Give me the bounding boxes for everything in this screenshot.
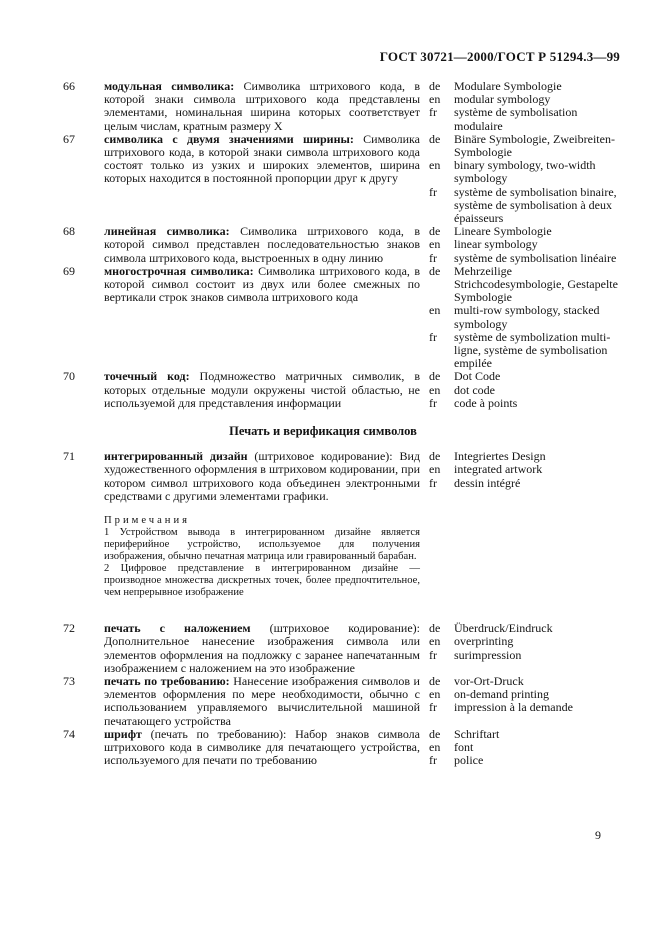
document-title: ГОСТ 30721—2000/ГОСТ Р 51294.3—99	[379, 49, 620, 64]
term-definition-block	[104, 370, 420, 410]
term-label: печать с наложением	[104, 621, 251, 636]
term-number: 72	[63, 621, 75, 636]
term-entry	[63, 80, 620, 133]
language-code: de	[429, 621, 441, 636]
language-code: en	[429, 92, 441, 107]
term-entry	[63, 265, 620, 371]
language-code: de	[429, 673, 441, 688]
page-number: 9	[595, 828, 601, 842]
term-number: 74	[63, 726, 75, 741]
language-code: en	[429, 634, 441, 649]
notes-block	[104, 515, 420, 599]
translation-text: binary symbology, two-width symbology	[454, 158, 596, 186]
translations-column	[429, 225, 620, 265]
term-entry	[63, 675, 620, 728]
language-code: fr	[429, 329, 437, 344]
translation-text: linear symbology	[454, 237, 538, 252]
translations-column	[429, 622, 620, 662]
definition-text: Символика штрихового кода, в которой знаки символа штрихового кода состоят только из узких и широких элементов, ширина которых находится в постоянной пропорции друг к другу	[104, 131, 420, 186]
language-code: fr	[429, 250, 437, 265]
translation-text: code à points	[454, 395, 518, 410]
term-definition-block	[104, 450, 420, 622]
language-code: en	[429, 687, 441, 702]
term-entry	[63, 133, 620, 225]
definition-text: Подмножество матричных символик, в которых отдельные модули окружены чистой областью, не используемой для представления информации	[104, 369, 420, 410]
term-qualifier: (печать по требованию):	[141, 726, 287, 741]
language-code: fr	[429, 105, 437, 120]
translations-column	[429, 370, 620, 410]
term-definition-block	[104, 675, 420, 728]
section-heading: Печать и верификация символов	[229, 424, 417, 439]
definition-text: Дополнительное нанесение изображения символа или элементов оформления на подложку с заранее напечатанным изображением с наложением на это изображение	[104, 634, 420, 675]
term-label: интегрированный дизайн	[104, 449, 248, 464]
term-entry	[63, 622, 620, 675]
term-definition-block	[104, 80, 420, 133]
term-number: 69	[63, 263, 75, 278]
term-number: 68	[63, 224, 75, 239]
term-definition-block	[104, 225, 420, 265]
translation-text: Integriertes Design	[454, 449, 546, 464]
translation-text: système de symbolisation linéaire	[454, 250, 617, 265]
translation-text: on-demand printing	[454, 687, 549, 702]
translation-text: Überdruck/Eindruck	[454, 621, 553, 636]
definition-text: Символика штрихового кода, в которой символ состоит из двух или более смежных по вертикали строк знаков символа штрихового кода	[104, 263, 421, 305]
term-number: 71	[63, 449, 75, 464]
language-code: de	[429, 263, 441, 278]
language-code: fr	[429, 753, 437, 768]
term-label: многострочная символика:	[104, 263, 254, 278]
translation-text: Dot Code	[454, 369, 501, 384]
definition-text: Набор знаков символа штрихового кода в символике для печатающего устройства, используемого для печати по требованию	[104, 726, 420, 768]
translations-column	[429, 728, 620, 768]
language-code: en	[429, 303, 441, 318]
definition-text: Нанесение изображения символов и элементов оформления по мере необходимости, обычно с использованием управляемого вычислительной машиной печатающего устройства	[104, 673, 420, 728]
term-number: 66	[63, 79, 75, 93]
term-label: символика с двумя значениями ширины:	[104, 131, 354, 146]
translation-text: Schriftart	[454, 726, 500, 741]
term-definition-block	[104, 265, 420, 305]
language-code: de	[429, 449, 441, 464]
language-code: de	[429, 726, 441, 741]
translation-text: Mehrzeilige Strichcodesymbologie, Gestapelte Symbologie	[454, 263, 618, 305]
terms-list	[63, 80, 620, 767]
translation-text: font	[454, 739, 474, 754]
term-definition-block	[104, 133, 420, 186]
language-code: de	[429, 369, 441, 384]
term-number: 73	[63, 673, 75, 688]
language-code: en	[429, 382, 441, 397]
note-text: 1 Устройством вывода в интегрированном дизайне является периферийное устройство, используемое для получения изображения, обычно печатная матрица или гравированный барабан.	[104, 527, 420, 563]
term-label: модульная символика:	[104, 79, 235, 93]
translations-column	[429, 133, 620, 225]
language-code: en	[429, 237, 441, 252]
definition-text: Символика штрихового кода, в которой символ представлен последовательностью знаков символа штрихового кода, выстроенных в одну линию	[104, 224, 420, 265]
translation-text: Lineare Symbologie	[454, 224, 552, 239]
language-code: fr	[429, 475, 437, 490]
term-label: точечный код:	[104, 369, 190, 384]
term-label: шрифт	[104, 726, 142, 741]
translation-text: police	[454, 753, 484, 768]
translation-text: dot code	[454, 382, 495, 397]
translation-text: dessin intégré	[454, 475, 521, 490]
definition-text: Символика штрихового кода, в которой знаки символа штрихового кода представлены элементами, номинальная ширина которых соответствует целым числам, кратным размеру X	[104, 79, 420, 133]
language-code: fr	[429, 700, 437, 715]
translation-text: modular symbology	[454, 92, 551, 107]
page-header	[0, 0, 661, 65]
language-code: fr	[429, 395, 437, 410]
translation-text: overprinting	[454, 634, 514, 649]
translation-text: surimpression	[454, 647, 522, 662]
translation-text: système de symbolisation modulaire	[454, 105, 578, 133]
translations-column	[429, 675, 620, 715]
language-code: fr	[429, 647, 437, 662]
term-entry	[63, 225, 620, 265]
term-number: 70	[63, 369, 75, 384]
translation-text: système de symbolisation binaire, système de symbolisation à deux épaisseurs	[454, 184, 617, 226]
language-code: fr	[429, 184, 437, 199]
term-definition-block	[104, 728, 420, 768]
translation-text: Binäre Symbologie, Zweibreiten-Symbologie	[454, 131, 615, 160]
term-qualifier: (штриховое кодирование):	[250, 621, 420, 636]
term-entry	[63, 728, 620, 768]
term-label: печать по требованию:	[104, 673, 230, 688]
term-entry	[63, 450, 620, 622]
translations-column	[429, 80, 620, 133]
definition-text: Вид художественного оформления в штриховом кодировании, при котором символ штрихового кода объединен электронными средствами с другими элементами графики.	[104, 449, 421, 503]
language-code: en	[429, 739, 441, 754]
term-label: линейная символика:	[104, 224, 230, 239]
translations-column	[429, 265, 620, 371]
language-code: en	[429, 462, 441, 477]
language-code: de	[429, 79, 441, 93]
translation-text: integrated artwork	[454, 462, 543, 477]
term-number: 67	[63, 131, 75, 146]
translation-text: Modulare Symbologie	[454, 79, 562, 93]
term-entry	[63, 370, 620, 410]
translations-column	[429, 450, 620, 490]
note-text: 2 Цифровое представление в интегрированном дизайне — производное множества дискретных точек, более предпочтительное, чем непрерывное изображение	[104, 563, 420, 599]
translation-text: système de symbolization multi-ligne, système de symbolisation empilée	[454, 329, 611, 371]
language-code: de	[429, 131, 441, 146]
language-code: de	[429, 224, 441, 239]
term-definition-block	[104, 622, 420, 675]
translation-text: vor-Ort-Druck	[454, 673, 524, 688]
translation-text: impression à la demande	[454, 700, 573, 715]
notes-label: Примечания	[104, 515, 190, 527]
language-code: en	[429, 158, 441, 173]
term-qualifier: (штриховое кодирование):	[247, 449, 393, 464]
translation-text: multi-row symbology, stacked symbology	[454, 303, 600, 331]
